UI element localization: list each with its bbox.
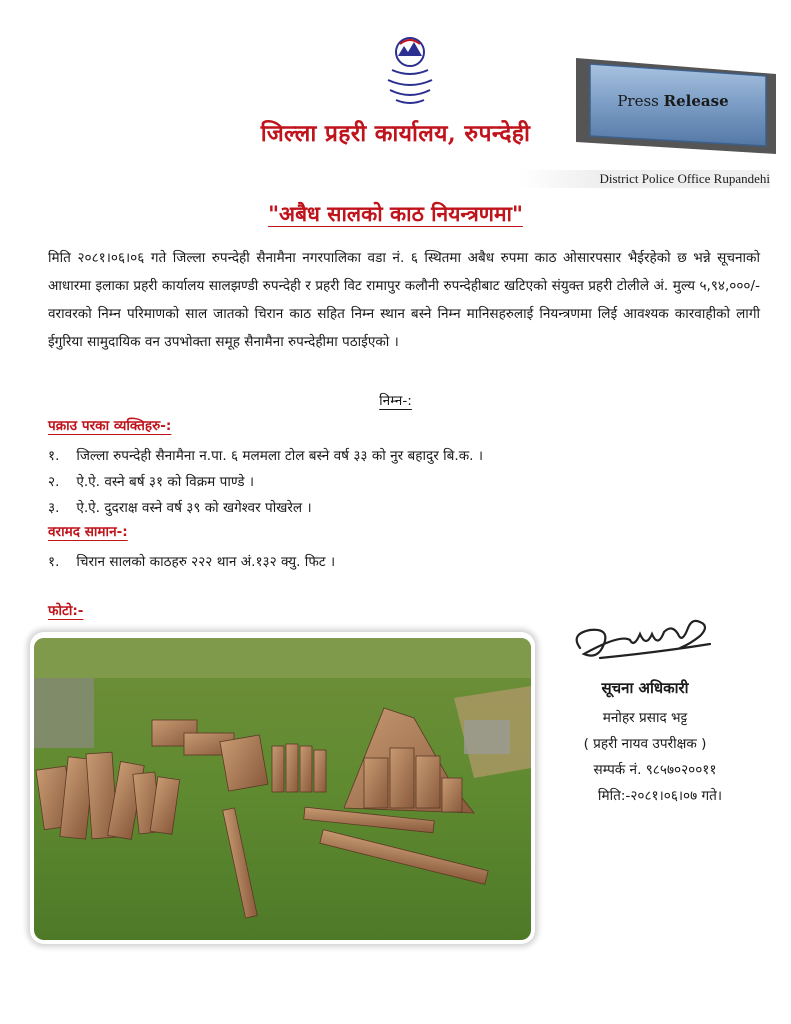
body-paragraph: मिति २०८१।०६।०६ गते जिल्ला रुपन्देही सैनामैना नगरपालिका वडा नं. ६ स्थितमा अबैध रुपमा काठ ओसारपसार भैईरहेको छ भन्ने सूचनाको आधारमा इलाका प्रहरी कार्यालय सालझण्डी रुपन्देही र प्रहरी विट रामापुर कलौनी रुपन्देहीबाट खटिएको संयुक्त प्रहरी टोलीले अं. मुल्य ५,९४,०००/- वरावरको निम्न परिमाणको साल जातको चिरान काठ सहित निम्न स्थान बस्ने निम्न मानिसहरुलाई नियन्त्रणमा लिई आवश्यक कारवाहीको लागी ईगुरिया सामुदायिक वन उपभोक्ता समूह सैनामैना रुपन्देहीमा पठाईएको । [48, 250, 760, 350]
seized-timber-photo [34, 638, 531, 940]
signatory-rank: ( प्रहरी नायव उपरीक्षक ) [583, 736, 707, 752]
press-release-label: Press Release [617, 92, 729, 110]
photo-heading: फोटो:- [48, 603, 84, 619]
signatory-name: मनोहर प्रसाद भट्ट [602, 710, 688, 726]
seized-item: १. चिरान सालको काठहरु २२२ थान अं.१३२ क्यु. फिट । [48, 554, 336, 570]
following-label: निम्न-: [379, 393, 412, 409]
signatory-contact: सम्पर्क नं. ९८५७०२००११ [593, 762, 717, 778]
signature [560, 604, 740, 674]
seized-items-heading: वरामद सामान-: [48, 524, 128, 540]
arrested-heading: पक्राउ परका व्यक्तिहरु-: [48, 418, 172, 434]
office-title: जिल्ला प्रहरी कार्यालय, रुपन्देही [260, 120, 531, 147]
arrested-item: ३. ऐ.ऐ. दुदराक्ष वस्ने वर्ष ३९ को खगेश्वर पोखरेल । [48, 500, 312, 516]
signatory-title: सूचना अधिकारी [601, 679, 689, 697]
office-name-english: District Police Office Rupandehi [520, 170, 770, 188]
nepal-police-emblem-icon [370, 30, 450, 110]
signatory-date: मिति:-२०८१।०६।०७ गते। [597, 788, 723, 804]
arrested-item: २. ऐ.ऐ. वस्ने बर्ष ३१ को विक्रम पाण्डे । [48, 474, 255, 490]
headline: "अबैध सालको काठ नियन्त्रणमा" [268, 201, 523, 226]
arrested-item: १. जिल्ला रुपन्देही सैनामैना न.पा. ६ मलमला टोल बस्ने वर्ष ३३ को नुर बहादुर बि.क. । [48, 448, 483, 464]
